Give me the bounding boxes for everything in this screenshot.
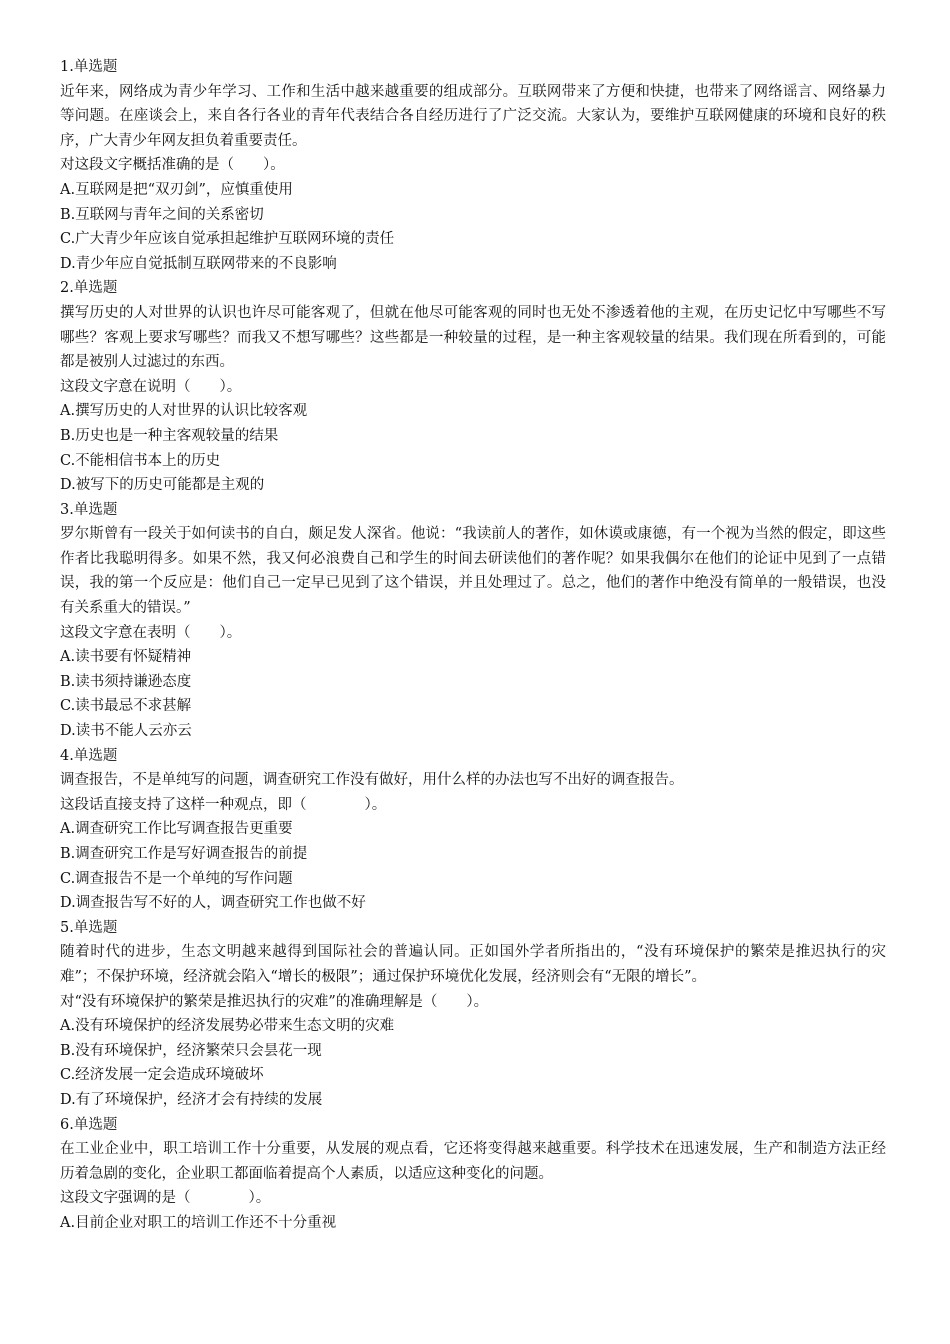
option-a: A.撰写历史的人对世界的认识比较客观 [60, 403, 308, 420]
question-passage: 近年来，网络成为青少年学习、工作和生活中越来越重要的组成部分。互联网带来了方便和快捷，也带来了网络谣言、网络暴力等问题。在座谈会上，来自各行各业的青年代表结合各自经历进行了广泛交流。大家认为，要维护互联网健康的环境和良好的秩序，广大青少年网友担负着重要责任。 [60, 83, 886, 149]
question-prompt: 对这段文字概括准确的是（ ）。 [60, 157, 285, 174]
question-5 [60, 916, 886, 1113]
option-a: A.读书要有怀疑精神 [60, 649, 192, 666]
question-passage: 罗尔斯曾有一段关于如何读书的自白，颇足发人深省。他说：“我读前人的著作，如休谟或康德，有一个视为当然的假定，即这些作者比我聪明得多。如果不然，我又何必浪费自己和学生的时间去研读他们的著作呢？如果我偶尔在他们的论证中见到了一点错误，我的第一个反应是：他们自己一定早已见到了这个错误，并且处理过了。总之，他们的著作中绝没有简单的一般错误，也没有关系重大的错误。” [60, 526, 886, 617]
question-prompt: 这段文字意在说明（ ）。 [60, 378, 242, 395]
question-4 [60, 744, 886, 916]
question-prompt: 这段话直接支持了这样一种观点，即（ ）。 [60, 796, 387, 813]
exam-page [60, 55, 886, 1236]
question-header: 3.单选题 [60, 501, 118, 518]
question-3 [60, 498, 886, 744]
question-passage: 撰写历史的人对世界的认识也许尽可能客观了，但就在他尽可能客观的同时也无处不渗透着他的主观，在历史记忆中写哪些不写哪些？客观上要求写哪些？而我又不想写哪些？这些都是一种较量的过程，是一种主客观较量的结果。我们现在所看到的，可能都是被别人过滤过的东西。 [60, 304, 886, 371]
question-passage: 调查报告，不是单纯写的问题，调查研究工作没有做好，用什么样的办法也写不出好的调查报告。 [60, 772, 684, 789]
option-a: A.没有环境保护的经济发展势必带来生态文明的灾难 [60, 1018, 395, 1035]
option-d: D.调查报告写不好的人，调查研究工作也做不好 [60, 895, 366, 912]
option-d: D.青少年应自觉抵制互联网带来的不良影响 [60, 255, 337, 272]
question-prompt: 这段文字意在表明（ ）。 [60, 624, 242, 641]
question-prompt: 这段文字强调的是（ ）。 [60, 1190, 271, 1207]
question-1 [60, 55, 886, 276]
option-d: D.有了环境保护，经济才会有持续的发展 [60, 1091, 323, 1108]
option-b: B.调查研究工作是写好调查报告的前提 [60, 846, 308, 862]
option-b: B.没有环境保护，经济繁荣只会昙花一现 [60, 1042, 322, 1059]
question-header: 4.单选题 [60, 747, 118, 764]
option-d: D.读书不能人云亦云 [60, 723, 192, 740]
option-d: D.被写下的历史可能都是主观的 [60, 477, 265, 494]
question-2 [60, 276, 886, 497]
question-header: 2.单选题 [60, 280, 118, 297]
option-c: C.读书最忌不求甚解 [60, 698, 192, 715]
option-b: B.读书须持谦逊态度 [60, 673, 192, 690]
option-c: C.经济发展一定会造成环境破坏 [60, 1067, 264, 1084]
option-b: B.互联网与青年之间的关系密切 [60, 206, 264, 223]
question-prompt: 对“没有环境保护的繁荣是推迟执行的灾难”的准确理解是（ ）。 [60, 993, 489, 1010]
question-header: 6.单选题 [60, 1116, 118, 1133]
question-passage: 随着时代的进步，生态文明越来越得到国际社会的普遍认同。正如国外学者所指出的，“没有环境保护的繁荣是推迟执行的灾难”；不保护环境，经济就会陷入“增长的极限”；通过保护环境优化发展，经济则会有“无限的增长”。 [60, 944, 886, 985]
option-a: A.互联网是把“双刃剑”，应慎重使用 [60, 181, 293, 198]
option-c: C.不能相信书本上的历史 [60, 452, 221, 469]
question-header: 5.单选题 [60, 919, 118, 936]
option-b: B.历史也是一种主客观较量的结果 [60, 427, 279, 444]
question-passage: 在工业企业中，职工培训工作十分重要，从发展的观点看，它还将变得越来越重要。科学技术在迅速发展，生产和制造方法正经历着急剧的变化，企业职工都面临着提高个人素质，以适应这种变化的问题。 [60, 1141, 886, 1182]
option-c: C.广大青少年应该自觉承担起维护互联网环境的责任 [60, 231, 395, 248]
option-c: C.调查报告不是一个单纯的写作问题 [60, 870, 293, 887]
option-a: A.调查研究工作比写调查报告更重要 [60, 821, 293, 838]
question-6 [60, 1113, 886, 1236]
question-header: 1.单选题 [60, 59, 118, 75]
option-a: A.目前企业对职工的培训工作还不十分重视 [60, 1214, 337, 1231]
